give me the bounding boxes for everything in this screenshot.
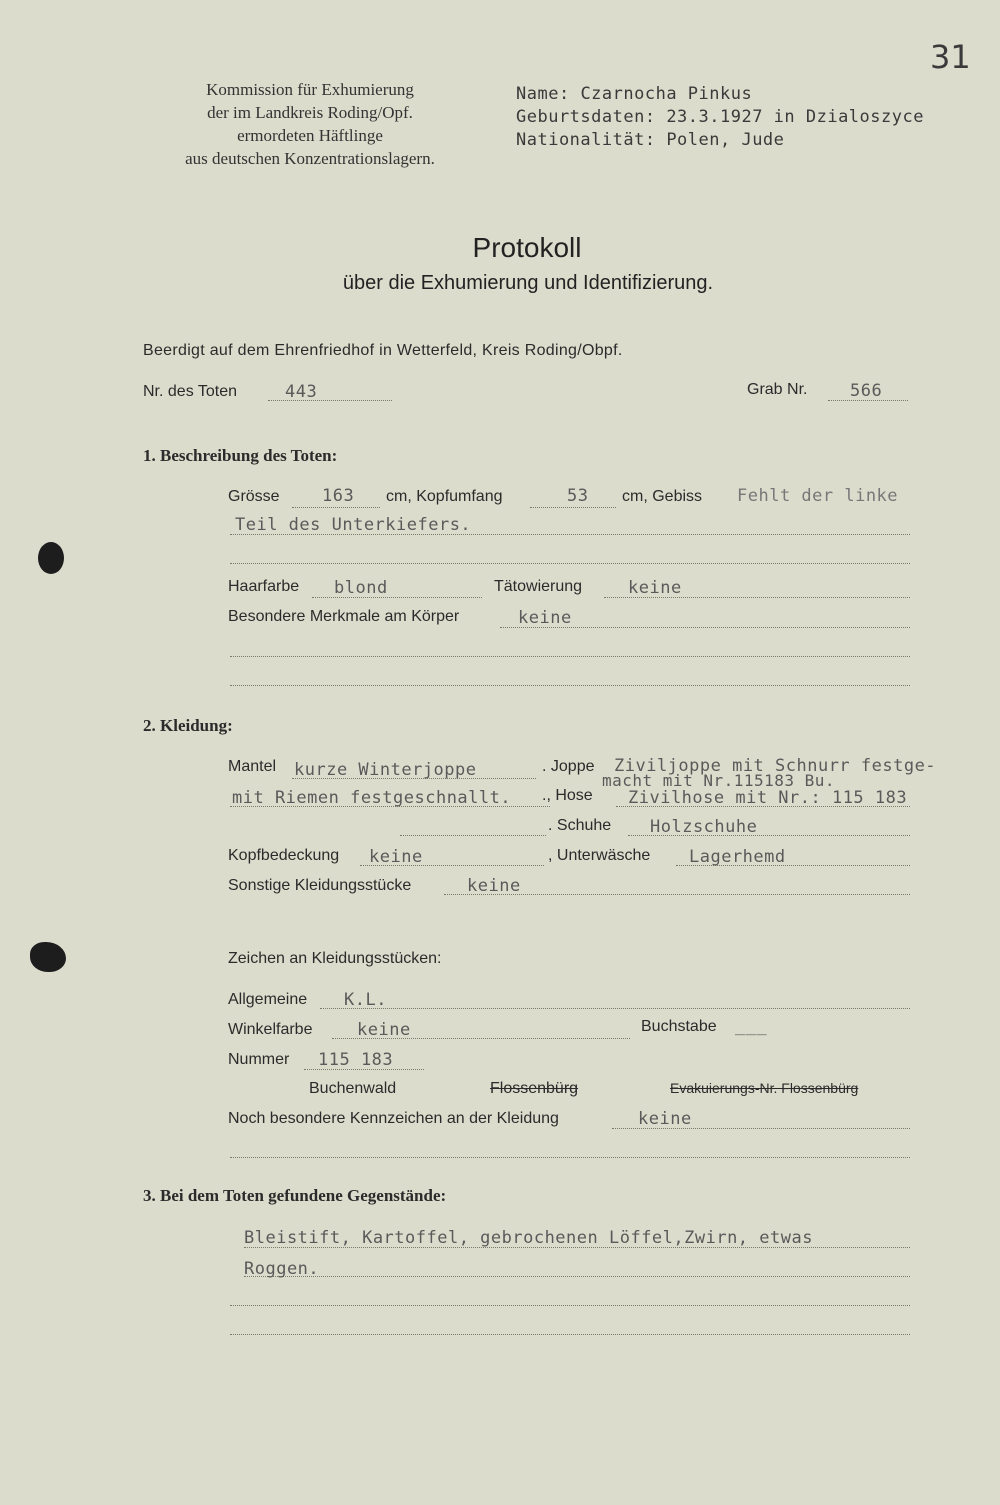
extra-marks-value: keine bbox=[638, 1109, 692, 1129]
dead-number-label: Nr. des Toten bbox=[143, 383, 237, 400]
triangle-color-label: Winkelfarbe bbox=[228, 1021, 313, 1038]
nationality-value: Polen, Jude bbox=[666, 130, 785, 150]
section-3-heading: 3. Bei dem Toten gefundene Gegenstände: bbox=[143, 1186, 447, 1205]
extra-marks-label: Noch besondere Kennzeichen an der Kleidung bbox=[228, 1110, 559, 1127]
headwear-value: keine bbox=[369, 847, 423, 867]
section-2-heading: 2. Kleidung: bbox=[143, 716, 233, 735]
teeth-label: cm, Gebiss bbox=[622, 488, 703, 505]
hair-color-value: blond bbox=[334, 578, 388, 598]
name-label: Name: bbox=[516, 84, 570, 104]
underwear-label: , Unterwäsche bbox=[548, 847, 651, 864]
letter-value: ___ bbox=[735, 1016, 768, 1036]
other-clothing-value: keine bbox=[467, 876, 521, 896]
punch-hole-lower bbox=[30, 942, 66, 972]
hair-color-label: Haarfarbe bbox=[228, 578, 300, 595]
teeth-value-1: Fehlt der linke bbox=[737, 486, 899, 506]
name-value: Czarnocha Pinkus bbox=[580, 84, 753, 104]
letter-label: Buchstabe bbox=[641, 1018, 717, 1035]
coat-value-1: kurze Winterjoppe bbox=[294, 760, 477, 780]
document-title: Protokoll bbox=[472, 232, 582, 263]
tattoo-label: Tätowierung bbox=[494, 578, 583, 595]
grave-number-value: 566 bbox=[850, 381, 883, 401]
page-number: 31 bbox=[930, 38, 971, 76]
commission-line-4: aus deutschen Konzentrationslagern. bbox=[185, 149, 435, 168]
general-marks-value: K.L. bbox=[344, 990, 387, 1010]
number-label: Nummer bbox=[228, 1051, 290, 1068]
birth-value: 23.3.1927 in Dzialoszyce bbox=[666, 107, 924, 127]
jacket-value-1: Ziviljoppe mit Schnurr festge- bbox=[614, 756, 937, 776]
jacket-label: . Joppe bbox=[542, 758, 595, 775]
coat-label: Mantel bbox=[228, 758, 277, 775]
punch-hole-upper bbox=[38, 542, 64, 574]
height-label: Grösse bbox=[228, 488, 280, 505]
nationality-label: Nationalität: bbox=[516, 130, 656, 150]
commission-line-2: der im Landkreis Roding/Opf. bbox=[207, 103, 413, 122]
jacket-value-2: macht mit Nr.115183 Bu. bbox=[602, 771, 836, 790]
commission-line-3: ermordeten Häftlinge bbox=[237, 126, 383, 145]
dead-number-value: 443 bbox=[285, 382, 318, 402]
person-birth-line bbox=[516, 107, 924, 127]
section-1-heading: 1. Beschreibung des Toten: bbox=[143, 446, 338, 465]
burial-text: Beerdigt auf dem Ehrenfriedhof in Wetterfeld, Kreis Roding/Obpf. bbox=[143, 342, 623, 359]
tattoo-value: keine bbox=[628, 578, 682, 598]
teeth-value-2: Teil des Unterkiefers. bbox=[235, 515, 472, 535]
camp-evacuation-flossenbuerg: Evakuierungs-Nr. Flossenbürg bbox=[670, 1080, 859, 1096]
coat-value-2: mit Riemen festgeschnallt. bbox=[232, 788, 512, 808]
head-circumference-label: cm, Kopfumfang bbox=[386, 488, 503, 505]
clothing-marks-heading: Zeichen an Kleidungsstücken: bbox=[228, 950, 442, 967]
commission-header bbox=[150, 78, 470, 170]
camp-buchenwald: Buchenwald bbox=[309, 1080, 397, 1097]
person-nationality-line bbox=[516, 130, 784, 150]
found-items-line-2: Roggen. bbox=[244, 1259, 320, 1279]
head-circumference-value: 53 bbox=[567, 486, 589, 506]
triangle-color-value: keine bbox=[357, 1020, 411, 1040]
height-value: 163 bbox=[322, 486, 355, 506]
document-subtitle: über die Exhumierung und Identifizierung. bbox=[342, 272, 714, 294]
general-marks-label: Allgemeine bbox=[228, 991, 308, 1008]
camp-flossenbuerg: Flossenbürg bbox=[490, 1080, 579, 1097]
body-marks-label: Besondere Merkmale am Körper bbox=[228, 608, 460, 625]
body-marks-value: keine bbox=[518, 608, 572, 628]
commission-line-1: Kommission für Exhumierung bbox=[206, 80, 414, 99]
grave-number-label: Grab Nr. bbox=[747, 381, 808, 398]
headwear-label: Kopfbedeckung bbox=[228, 847, 340, 864]
person-name-line bbox=[516, 84, 752, 104]
trousers-label: ., Hose bbox=[542, 787, 593, 804]
number-value: 115 183 bbox=[318, 1050, 394, 1070]
shoes-value: Holzschuhe bbox=[650, 817, 758, 837]
other-clothing-label: Sonstige Kleidungsstücke bbox=[228, 877, 412, 894]
found-items-line-1: Bleistift, Kartoffel, gebrochenen Löffel,Zwirn, etwas bbox=[244, 1228, 813, 1248]
birth-label: Geburtsdaten: bbox=[516, 107, 656, 127]
shoes-label: . Schuhe bbox=[548, 817, 612, 834]
trousers-value: Zivilhose mit Nr.: 115 183 bbox=[628, 788, 908, 808]
underwear-value: Lagerhemd bbox=[689, 847, 786, 867]
